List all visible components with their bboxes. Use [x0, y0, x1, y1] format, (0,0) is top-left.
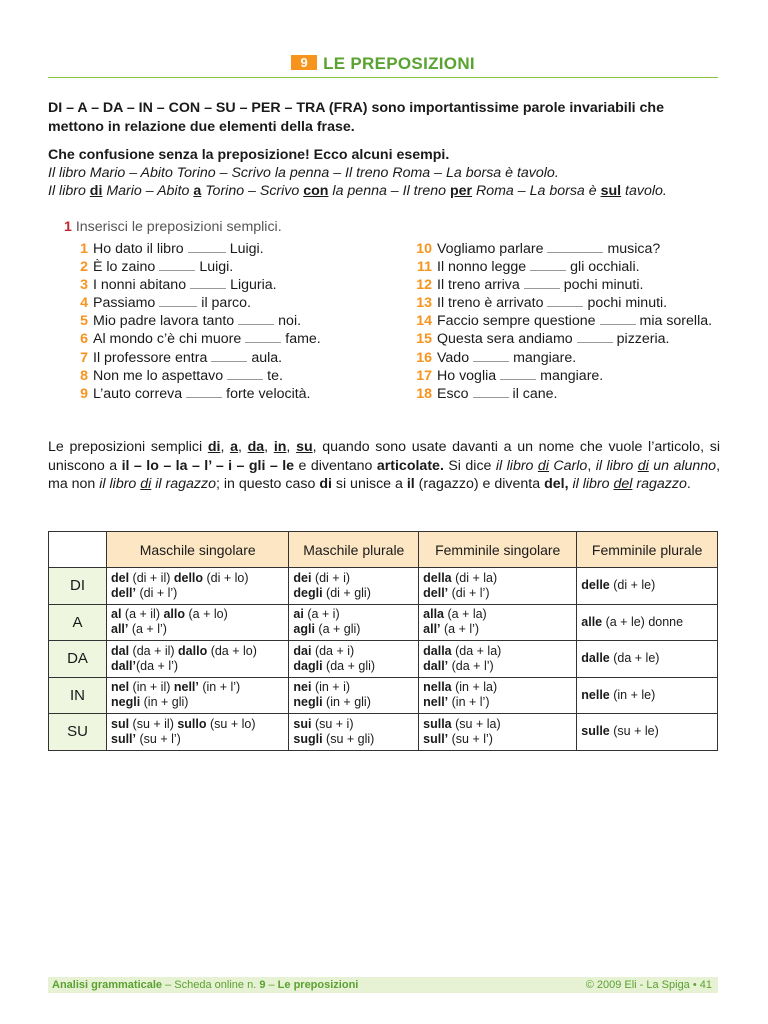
item-text-after: mangiare.: [540, 367, 604, 384]
page-title: LE PREPOSIZIONI: [323, 54, 475, 73]
articulated-form: sul: [111, 716, 130, 731]
preposition-highlight: per: [449, 183, 473, 199]
table-header-row: [49, 532, 718, 568]
item-number: 17: [416, 367, 432, 384]
item-number: 6: [80, 331, 88, 348]
preposition-highlight: con: [303, 183, 329, 199]
table-cell: [419, 714, 577, 751]
footer-copyright-page: © 2009 Eli - La Spiga • 41: [585, 979, 712, 991]
exercise-item: [413, 240, 733, 258]
item-text-after: mia sorella.: [639, 313, 713, 330]
rule-example: il libro: [99, 476, 141, 492]
answer-blank[interactable]: [211, 350, 247, 362]
cell-line: dalle (da + le): [581, 651, 660, 666]
exercise-item: [76, 330, 406, 348]
articulated-form: nell’: [423, 695, 449, 710]
articulated-form: all’: [423, 622, 441, 637]
articulated-form: dei: [293, 570, 312, 585]
articulated-form: degli: [293, 585, 323, 600]
item-number: 11: [417, 259, 432, 276]
cell-line: alla (a + la): [423, 607, 487, 622]
cell-line: della (di + la): [423, 570, 498, 585]
answer-blank[interactable]: [227, 368, 263, 380]
answer-blank[interactable]: [238, 313, 274, 325]
rule-bold: di: [319, 476, 332, 492]
articulated-form: nel: [111, 680, 130, 695]
articulated-form: sull’: [423, 731, 449, 746]
table-row: [49, 604, 718, 641]
rule-example: il libro: [595, 457, 638, 474]
exercise-column-left: [76, 240, 406, 403]
answer-blank[interactable]: [159, 259, 195, 271]
articulated-form: dalle: [581, 651, 610, 666]
item-text-before: Passiamo: [93, 295, 156, 312]
item-number: 2: [80, 259, 88, 276]
answer-blank[interactable]: [188, 241, 226, 253]
articulated-form: nella: [423, 680, 452, 695]
rule-preposition: in: [273, 439, 287, 455]
item-text-after: te.: [267, 367, 283, 384]
articulated-form: dalla: [423, 643, 452, 658]
answer-blank[interactable]: [473, 350, 509, 362]
item-text-before: Il treno è arrivato: [437, 295, 544, 312]
table-cell: [577, 677, 718, 714]
articulated-form: negli: [111, 695, 141, 710]
item-number: 1: [80, 241, 88, 257]
articulated-form: dall’: [423, 658, 449, 673]
articulated-form: nei: [293, 680, 312, 695]
row-label: DI: [49, 568, 107, 605]
item-number: 7: [80, 349, 88, 366]
articulated-form: all’: [111, 622, 129, 637]
articulated-form: dallo: [178, 643, 208, 658]
articulated-form: dai: [293, 643, 312, 658]
articulated-form: agli: [293, 622, 315, 637]
cell-line: dall’ (da + l’): [423, 658, 494, 673]
item-text-before: Esco: [437, 385, 469, 402]
rule-example-preposition: del: [613, 476, 633, 492]
exercise-item: [76, 240, 406, 258]
cell-line: all’ (a + l’): [111, 622, 167, 637]
footer-left: Analisi grammaticale – Scheda online n. 9 – Le preposizioni: [52, 979, 359, 991]
rule-preposition: da: [247, 439, 265, 455]
example-with-prepositions: Il libro di Mario – Abito a Torino – Scrivo con la penna – Il treno per Roma – La borsa è sul tavolo.: [48, 183, 667, 199]
articulated-form: nelle: [581, 687, 610, 702]
item-number: 14: [416, 313, 432, 330]
table-cell: [577, 714, 718, 751]
answer-blank[interactable]: [530, 259, 566, 271]
item-number: 4: [80, 295, 88, 312]
articulated-form: sui: [293, 716, 312, 731]
item-text-after: pochi minuti.: [563, 277, 644, 294]
articulated-form: dello: [173, 570, 204, 585]
item-text-before: Il nonno legge: [437, 259, 527, 276]
answer-blank[interactable]: [577, 331, 613, 343]
rule-preposition: su: [296, 439, 313, 455]
table-cell: [289, 604, 419, 641]
cell-line: delle (di + le): [581, 578, 656, 593]
rule-example-preposition: di: [637, 457, 649, 474]
exercise-item: [76, 258, 406, 276]
cell-line: negli (in + gli): [293, 695, 371, 710]
answer-blank[interactable]: [500, 368, 536, 380]
articulated-form: dell’: [423, 585, 449, 600]
item-text-after: forte velocità.: [226, 385, 311, 402]
item-number: 3: [80, 277, 88, 294]
table-cell: [419, 604, 577, 641]
table-cell: [419, 641, 577, 678]
preposition-highlight: di: [89, 183, 103, 199]
cell-line: nelle (in + le): [581, 687, 656, 702]
articulated-form: ai: [293, 607, 304, 622]
table-cell: [107, 714, 289, 751]
item-text-before: Vogliamo parlare: [437, 241, 544, 257]
table-cell: [577, 604, 718, 641]
cell-line: nel (in + il) nell’ (in + l’): [111, 680, 241, 695]
page-footer: [48, 977, 718, 993]
cell-line: sui (su + i): [293, 716, 354, 731]
rule-example: Carlo: [548, 457, 588, 474]
item-text-before: Vado: [437, 349, 470, 366]
exercise-column-right: [413, 240, 733, 403]
articulated-form: al: [111, 607, 122, 622]
cell-line: sull’ (su + l’): [111, 731, 181, 746]
page-header: [48, 54, 718, 78]
exercise-instruction: Inserisci le preposizioni semplici.: [75, 219, 282, 235]
articulated-form: alla: [423, 607, 444, 622]
cell-line: all’ (a + l’): [423, 622, 480, 637]
item-text-before: Questa sera andiamo: [437, 331, 573, 348]
cell-line: dell’ (di + l’): [111, 585, 178, 600]
rule-bold: il – lo – la – l’ – i – gli – le: [121, 457, 295, 474]
header-fem-plur: Femminile plurale: [577, 532, 718, 568]
rule-example: il libro: [568, 476, 614, 492]
item-number: 5: [80, 313, 88, 330]
item-number: 8: [80, 367, 88, 384]
rule-example-preposition: di: [537, 457, 549, 474]
articulated-form: negli: [293, 695, 323, 710]
item-text-after: Luigi.: [199, 259, 234, 276]
rule-example: un alunno: [648, 457, 717, 474]
cell-line: degli (di + gli): [293, 585, 371, 600]
rule-bold: articolate.: [376, 457, 444, 474]
cell-line: nella (in + la): [423, 680, 498, 695]
exercise-item: [76, 349, 406, 367]
intro-paragraph: DI – A – DA – IN – CON – SU – PER – TRA (FRA) sono importantissime parole invariabili che mettono in relazione due elementi della frase.: [48, 100, 664, 135]
item-text-after: il parco.: [201, 295, 251, 312]
cell-line: sugli (su + gli): [293, 731, 375, 746]
table-corner-cell: [49, 532, 107, 568]
cell-line: sul (su + il) sullo (su + lo): [111, 716, 256, 731]
rule-preposition: a: [230, 439, 238, 455]
articulated-form: del: [111, 570, 130, 585]
item-text-after: musica?: [607, 241, 661, 257]
item-text-after: fame.: [285, 331, 321, 348]
answer-blank[interactable]: [524, 277, 560, 289]
articulated-form: allo: [163, 607, 186, 622]
exercise-item: [76, 367, 406, 385]
cell-line: alle (a + le) donne: [581, 614, 684, 629]
row-label: DA: [49, 641, 107, 678]
answer-blank[interactable]: [186, 386, 222, 398]
rule-example-preposition: di: [140, 476, 152, 492]
exercise-item: [76, 312, 406, 330]
item-text-before: Mio padre lavora tanto: [93, 313, 235, 330]
answer-blank[interactable]: [600, 313, 636, 325]
cell-line: al (a + il) allo (a + lo): [111, 607, 228, 622]
exercise-item: [76, 276, 406, 294]
item-text-before: Non me lo aspettavo: [93, 367, 224, 384]
rule-example: il ragazzo: [151, 476, 216, 492]
table-row: [49, 714, 718, 751]
articulated-form: nell’: [173, 680, 199, 695]
item-text-before: Ho voglia: [437, 367, 497, 384]
preposition-highlight: a: [193, 183, 202, 199]
cell-line: dalla (da + la): [423, 643, 502, 658]
rule-bold: del,: [544, 476, 569, 492]
table-cell: [107, 677, 289, 714]
table-cell: [419, 568, 577, 605]
item-text-after: Luigi.: [229, 241, 264, 257]
item-text-after: pochi minuti.: [587, 295, 668, 312]
cell-line: agli (a + gli): [293, 622, 361, 637]
rule-paragraph: Le preposizioni semplici di, a, da, in, su, quando sono usate davanti a un nome che vuole l’articolo, si uniscono a il – lo – la – l’ – i – gli – le e diventano articolate. Si dice il libro di Carlo, il libro di un alunno, ma non il libro di il ragazzo; in questo caso di si unisce a il (ragazzo) e diventa del, il libro del ragazzo.: [48, 439, 721, 492]
table-cell: [107, 604, 289, 641]
table-row: [49, 568, 718, 605]
table-cell: [289, 641, 419, 678]
cell-line: dell’ (di + l’): [423, 585, 490, 600]
item-number: 10: [416, 241, 432, 257]
answer-blank[interactable]: [190, 277, 226, 289]
answer-blank[interactable]: [473, 386, 509, 398]
item-text-after: il cane.: [512, 385, 558, 402]
item-text-before: Faccio sempre questione: [437, 313, 596, 330]
section-number-badge: 9: [291, 55, 317, 70]
cell-line: sull’ (su + l’): [423, 731, 493, 746]
cell-line: nell’ (in + l’): [423, 695, 490, 710]
cell-line: dall’(da + l’): [111, 658, 179, 673]
item-text-before: È lo zaino: [93, 259, 156, 276]
exercise-item: [76, 385, 406, 403]
item-number: 15: [416, 331, 432, 348]
table-cell: [289, 568, 419, 605]
cell-line: sulle (su + le): [581, 724, 659, 739]
exercise-item: [76, 294, 406, 312]
exercise-item: [413, 276, 733, 294]
table-row: [49, 677, 718, 714]
articulated-form: dall’: [111, 658, 137, 673]
articulated-form: dal: [111, 643, 130, 658]
row-label: SU: [49, 714, 107, 751]
item-number: 18: [416, 385, 432, 402]
exercise-item: [413, 294, 733, 312]
item-number: 16: [416, 349, 432, 366]
item-text-after: noi.: [278, 313, 302, 330]
item-text-after: gli occhiali.: [570, 259, 640, 276]
item-text-after: pizzeria.: [616, 331, 670, 348]
table-cell: [577, 641, 718, 678]
preposition-highlight: sul: [600, 183, 622, 199]
articulated-form: dell’: [111, 585, 137, 600]
answer-blank[interactable]: [159, 295, 197, 307]
cell-line: dai (da + i): [293, 643, 355, 658]
cell-line: ai (a + i): [293, 607, 340, 622]
articulated-prepositions-table: [48, 531, 718, 751]
exercise-item: [413, 367, 733, 385]
item-number: 13: [416, 295, 432, 312]
item-text-after: Liguria.: [230, 277, 277, 294]
rule-bold: il: [406, 476, 415, 492]
answer-blank[interactable]: [245, 331, 281, 343]
table-cell: [289, 677, 419, 714]
item-text-after: aula.: [251, 349, 283, 366]
table-cell: [107, 641, 289, 678]
table-row: [49, 641, 718, 678]
item-text-before: I nonni abitano: [93, 277, 187, 294]
cell-line: del (di + il) dello (di + lo): [111, 570, 249, 585]
exercise-item: [413, 330, 733, 348]
confusion-heading: Che confusione senza la preposizione! Ecco alcuni esempi.: [48, 147, 450, 163]
cell-line: nei (in + i): [293, 680, 351, 695]
table-cell: [289, 714, 419, 751]
exercise-item: [413, 385, 733, 403]
header-masc-plur: Maschile plurale: [289, 532, 419, 568]
cell-line: dei (di + i): [293, 570, 351, 585]
item-number: 9: [80, 385, 88, 402]
item-text-before: Al mondo c’è chi muore: [93, 331, 242, 348]
rule-preposition: di: [207, 439, 221, 455]
rule-example: il libro: [495, 457, 538, 474]
articulated-form: sull’: [111, 731, 137, 746]
row-label: IN: [49, 677, 107, 714]
answer-blank[interactable]: [547, 241, 603, 253]
cell-line: dal (da + il) dallo (da + lo): [111, 643, 257, 658]
item-text-after: mangiare.: [513, 349, 577, 366]
example-without-prepositions: Il libro Mario – Abito Torino – Scrivo la penna – Il treno Roma – La borsa è tavolo.: [48, 165, 559, 181]
exercise-item: [413, 258, 733, 276]
articulated-form: dagli: [293, 658, 323, 673]
exercise-heading: [64, 219, 282, 235]
table-cell: [107, 568, 289, 605]
articulated-form: sulla: [423, 716, 452, 731]
header-masc-sing: Maschile singolare: [107, 532, 289, 568]
exercise-item: [413, 312, 733, 330]
cell-line: negli (in + gli): [111, 695, 189, 710]
cell-line: sulla (su + la): [423, 716, 501, 731]
header-fem-sing: Femminile singolare: [419, 532, 577, 568]
answer-blank[interactable]: [547, 295, 583, 307]
articulated-form: alle: [581, 614, 603, 629]
item-text-before: Ho dato il libro: [93, 241, 184, 257]
articulated-form: sugli: [293, 731, 323, 746]
row-label: A: [49, 604, 107, 641]
articulated-form: sullo: [177, 716, 207, 731]
table-cell: [419, 677, 577, 714]
exercise-item: [413, 349, 733, 367]
item-number: 12: [416, 277, 432, 294]
articulated-form: delle: [581, 578, 610, 593]
item-text-before: Il professore entra: [93, 349, 208, 366]
articulated-form: della: [423, 570, 452, 585]
exercise-number: 1: [64, 219, 72, 235]
item-text-before: Il treno arriva: [437, 277, 520, 294]
table-cell: [577, 568, 718, 605]
rule-example: ragazzo: [632, 476, 687, 492]
articulated-form: sulle: [581, 724, 610, 739]
item-text-before: L’auto correva: [93, 385, 183, 402]
cell-line: dagli (da + gli): [293, 658, 376, 673]
